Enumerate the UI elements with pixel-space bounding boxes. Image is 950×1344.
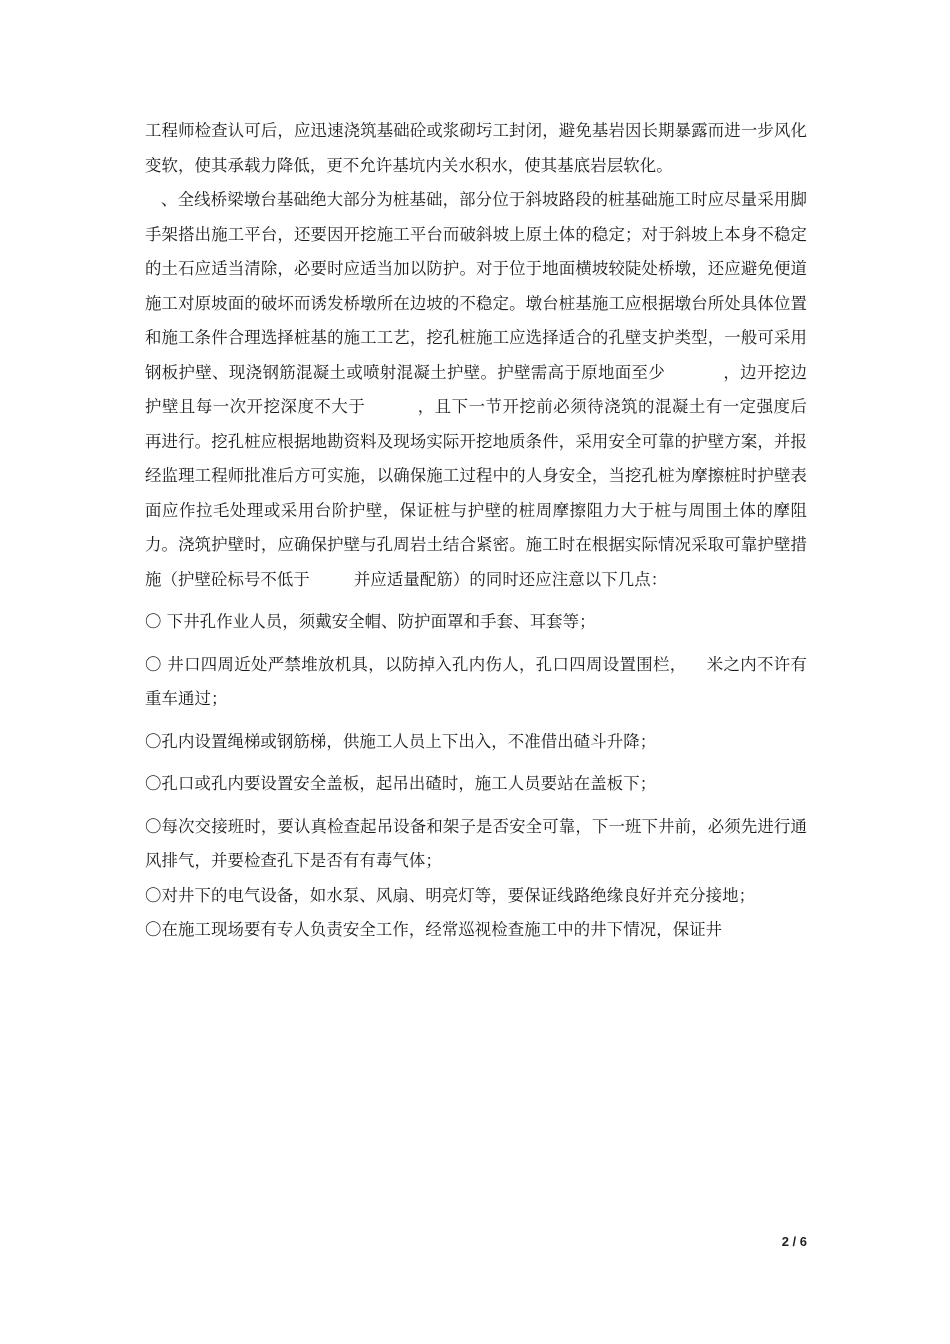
bullet-item: 〇孔口或孔内要设置安全盖板，起吊出碴时，施工人员要站在盖板下；	[145, 774, 657, 793]
page-number: 2 / 6	[781, 1234, 807, 1249]
bullet-item: 〇对井下的电气设备，如水泵、风扇、明亮灯等，要保证线路绝缘良好并充分接地；	[145, 885, 756, 905]
bullet-item	[145, 648, 807, 717]
paragraph-pile-foundation	[145, 183, 807, 597]
document-body	[145, 114, 807, 948]
paragraph-foundation-sealing: 工程师检查认可后，应迅速浇筑基础砼或浆砌圬工封闭，避免基岩因长期暴露而进一步风化变软，使其承载力降低，更不允许基坑内关水积水，使其基底岩层软化。	[145, 121, 807, 175]
bullet-item: 〇在施工现场要有专人负责安全工作，经常巡视检查施工中的井下情况，保证井	[145, 920, 723, 939]
bullet-text-segment: 〇 井口四周近处严禁堆放机具，以防掉入孔内伤人，孔口四周设置围栏，	[145, 654, 687, 674]
paragraph-text-segment: ，边开挖边护壁且每一次开挖深度不大于	[145, 362, 807, 416]
bullet-text-segment: 米之内不许有重车通过；	[145, 654, 807, 708]
bullet-item: 〇 下井孔作业人员，须戴安全帽、防护面罩和手套、耳套等；	[145, 612, 596, 631]
paragraph-text-segment: 并应适量配筋）的同时还应注意以下几点：	[353, 569, 668, 589]
bullet-item: 〇孔内设置绳梯或钢筋梯，供施工人员上下出入，不准借出碴斗升降；	[145, 731, 657, 751]
paragraph-text-segment: ，且下一节开挖前必须待浇筑的混凝土有一定强度后再进行。挖孔桩应根据地勘资料及现场实际开挖地质条件，采用安全可靠的护壁方案，并报经监理工程师批准后方可实施，以确保施工过程中的人身安全，当挖孔桩为摩擦桩时护壁表面应作拉毛处理或采用台阶护壁，保证桩与护壁的桩周摩擦阻力大于桩与周围土体的摩阻力。浇筑护壁时，应确保护壁与孔周岩土结合紧密。施工时在根据实际情况采取可靠护壁措施（护壁砼标号不低于	[145, 397, 807, 589]
bullet-item: 〇每次交接班时，要认真检查起吊设备和架子是否安全可靠，下一班下井前，必须先进行通风排气，并要检查孔下是否有有毒气体；	[145, 816, 807, 870]
paragraph-text-segment: 、全线桥梁墩台基础绝大部分为桩基础，部分位于斜坡路段的桩基础施工时应尽量采用脚手架搭出施工平台，还要因开挖施工平台而破斜坡上原土体的稳定；对于斜坡上本身不稳定的土石应适当清除，必要时应适当加以防护。对于位于地面横坡较陡处桥墩，还应避免便道施工对原坡面的破坏而诱发桥墩所在边坡的不稳定。墩台桩基施工应根据墩台所处具体位置和施工条件合理选择桩基的施工工艺，挖孔桩施工应选择适合的孔壁支护类型，一般可采用钢板护壁、现浇钢筋混凝土或喷射混凝土护壁。护壁需高于原地面至少	[145, 190, 807, 382]
